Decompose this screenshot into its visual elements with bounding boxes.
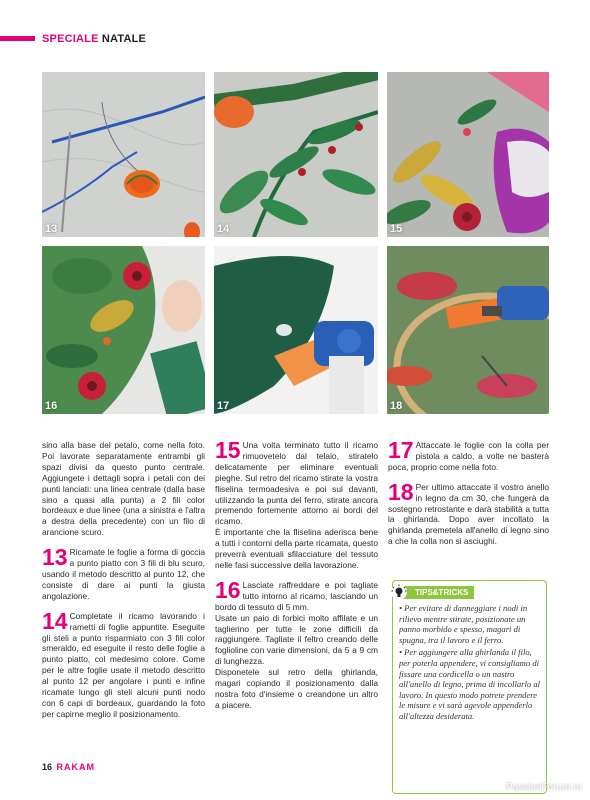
- photo-number: 13: [45, 223, 58, 235]
- photo-15: [387, 72, 549, 237]
- photo-13: [42, 72, 205, 237]
- step-text: Ricamate le foglie a forma di goccia a punto piatto con 3 fili di blu scuro, usando il metodo descritto al punto 12, che consiste di dare ai punti la giusta angolazione.: [42, 547, 205, 601]
- lightbulb-icon: [391, 584, 407, 600]
- step-text: Attaccate le foglie con la colla per pistola a caldo, a volte ne basterà poca, proprio come nella foto.: [388, 440, 549, 472]
- photo-16: [42, 246, 205, 414]
- photo-17: [214, 246, 378, 414]
- step-text: Per ultimo attaccate il vostro anello in legno da cm 30, che fungerà da sostegno retrostante e darà stabilità a tutta la ghirlanda. Dopo aver incollato la ghirlanda premetela all'anello di legno sino a che la colla non si asciughi.: [388, 481, 549, 547]
- tips-header: [391, 584, 474, 600]
- step-text: Una volta terminato tutto il ricamo rimuovetelo dal telaio, stiratelo delicatamente per eliminare eventuali pieghe. Sul retro del ricamo stirate la vostra fliselina termoadesiva e poi sul davanti, utilizzando la punta del ferro, stirate ancora premendo fortemente attorno ai bordi del ricamo.: [215, 440, 378, 527]
- intro-paragraph: sino alla base del petalo, come nella foto. Poi lavorate separatamente entrambi gli spazi divisi da questo punto centrale. Aggiungete i dettagli sopra i petali con dei punti lanciati: una linea centrale (dalla base sino a quasi alla punta) a 2 fili color bordeaux e due linee (una a sinistra e l'altra a destra della precedente) con un filo di arancione scuro.: [42, 440, 205, 538]
- photo-16-image: [42, 246, 205, 414]
- tips-title: TIPS&TRICKS: [401, 586, 474, 599]
- photo-number: 16: [45, 400, 58, 412]
- step-15: [215, 437, 378, 527]
- step-16-continued-2: Disponetele sul retro della ghirlanda, magari copiando il posizionamento dalla nostra foto d'insieme o creandone un altro a piacere.: [215, 667, 378, 710]
- step-number: 14: [42, 607, 68, 634]
- step-text: Completate il ricamo lavorando i rametti di foglie appuntite. Eseguite gli steli a punto risparmiato con 3 fili color smeraldo, ed eseguite il resto delle foglie a punto piatto, col medesimo colore. Come per le altre foglie usate il metodo descritto al punto 12 per angolare i punti e infine ricamate lungo gli steli alcuni punti nodo con 6 capi di bordeaux, guardando la foto per capirne meglio il posizionamento.: [42, 610, 205, 719]
- photo-number: 15: [390, 223, 403, 235]
- photo-14: [214, 72, 378, 237]
- step-15-continued: È importante che la fliselina aderisca bene a tutti i contorni della parte ricamata, questo preverrà eventuali sfilacciature del tessuto nelle fasi successive della lavorazione.: [215, 527, 378, 570]
- photo-number: 18: [390, 400, 403, 412]
- photo-number: 14: [217, 223, 230, 235]
- photo-18: [387, 246, 549, 414]
- step-16: [215, 576, 378, 613]
- page-number: 16: [42, 762, 53, 772]
- step-number: 13: [42, 544, 68, 571]
- photo-number: 17: [217, 400, 230, 412]
- step-number: 15: [215, 437, 241, 463]
- step-17: [388, 437, 549, 473]
- page-header: [0, 33, 590, 47]
- step-18: [388, 478, 549, 547]
- step-14: [42, 607, 205, 720]
- magazine-name: RAKAM: [56, 762, 96, 772]
- text-column-2: [215, 437, 378, 720]
- step-text: Lasciate raffreddare e poi tagliate tutto intorno al ricamo, lasciando un bordo di tessuto di 5 mm.: [215, 579, 378, 612]
- photo-14-image: [214, 72, 378, 237]
- tips-box: [392, 580, 547, 794]
- step-number: 18: [388, 478, 414, 505]
- section-title: [42, 33, 146, 45]
- photo-15-image: [387, 72, 549, 237]
- photo-17-image: [214, 246, 378, 414]
- watermark: PassionForum.ru: [505, 782, 582, 793]
- tips-content: [399, 603, 541, 724]
- page-footer: [42, 762, 95, 772]
- step-number: 16: [215, 576, 241, 603]
- step-13: [42, 544, 205, 602]
- section-label: SPECIALE: [42, 33, 99, 45]
- header-accent-bar: [0, 36, 35, 41]
- photo-13-image: [42, 72, 205, 237]
- subsection-label: NATALE: [101, 33, 147, 45]
- step-16-continued: Usate un paio di forbici molto affilate e un taglierino per tutte le zone difficili da raggiungere. Tagliate il feltro creando delle foglioline con varie dimensioni, da 5 a 9 cm di lunghezza.: [215, 612, 378, 667]
- text-column-1: [42, 440, 205, 729]
- tip-item: • Per aggiungere alla ghirlanda il filo, per poterla appendere, vi consigliamo di fissare una cordicella o un nastro all'anello di legno, prima di incollarlo al lavoro. In questo modo potrete prendere le misure e vi sarà agevole appenderlo all'altezza desiderata.: [399, 647, 541, 721]
- tip-item: • Per evitare di danneggiare i nodi in rilievo mentre stirate, posizionate un panno morbido e spesso, magari di spugna, tra il lavoro e il ferro.: [399, 603, 528, 645]
- step-number: 17: [388, 437, 414, 463]
- text-column-3: [388, 437, 549, 556]
- photo-18-image: [387, 246, 549, 414]
